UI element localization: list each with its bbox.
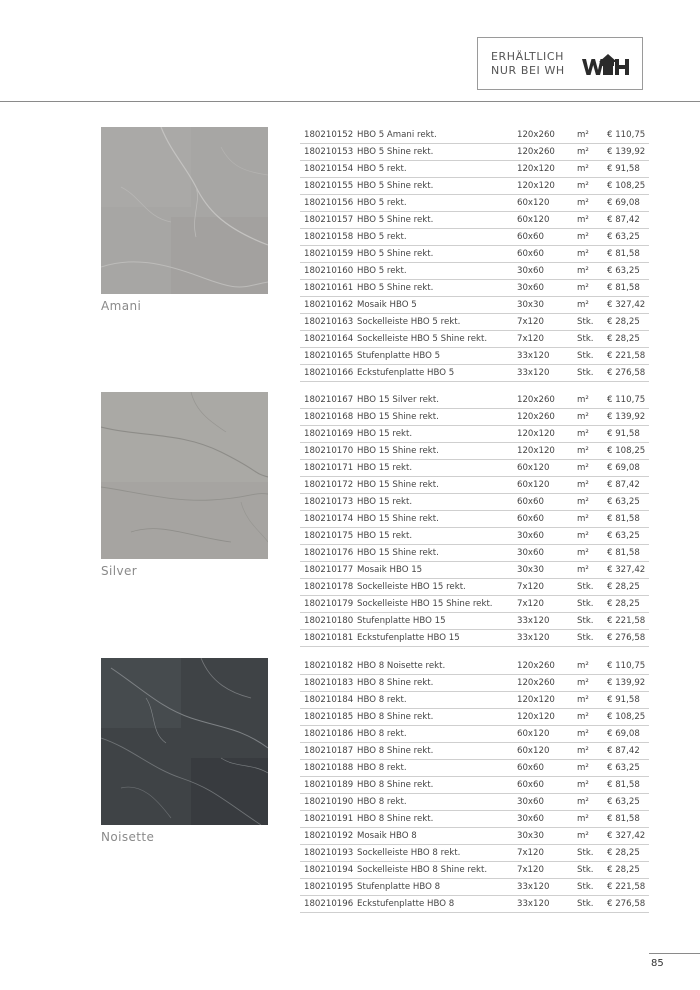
tile-size: 120x120 bbox=[517, 446, 555, 456]
article-number: 180210179 bbox=[304, 599, 354, 609]
tile-size: 60x120 bbox=[517, 198, 550, 208]
product-description: HBO 5 Shine rekt. bbox=[357, 249, 434, 259]
article-number: 180210181 bbox=[304, 633, 354, 643]
tile-size: 7x120 bbox=[517, 865, 544, 875]
tile-size: 60x60 bbox=[517, 763, 544, 773]
unit: m² bbox=[577, 130, 589, 140]
price: € 28,25 bbox=[607, 865, 640, 875]
price: € 63,25 bbox=[607, 232, 640, 242]
tile-size: 60x120 bbox=[517, 463, 550, 473]
product-description: Sockelleiste HBO 5 rekt. bbox=[357, 317, 461, 327]
table-row bbox=[300, 246, 649, 263]
article-number: 180210158 bbox=[304, 232, 354, 242]
article-number: 180210177 bbox=[304, 565, 354, 575]
price: € 28,25 bbox=[607, 599, 640, 609]
wh-logo-icon bbox=[582, 53, 630, 77]
tile-size: 30x60 bbox=[517, 797, 544, 807]
tile-size: 60x120 bbox=[517, 729, 550, 739]
article-number: 180210189 bbox=[304, 780, 354, 790]
table-row bbox=[300, 896, 649, 913]
article-number: 180210186 bbox=[304, 729, 354, 739]
product-description: HBO 15 rekt. bbox=[357, 429, 413, 439]
tile-size: 120x120 bbox=[517, 695, 555, 705]
price: € 87,42 bbox=[607, 746, 640, 756]
unit: m² bbox=[577, 678, 589, 688]
article-number: 180210195 bbox=[304, 882, 354, 892]
unit: Stk. bbox=[577, 848, 594, 858]
tile-size: 60x60 bbox=[517, 514, 544, 524]
tile-size: 120x260 bbox=[517, 412, 555, 422]
unit: Stk. bbox=[577, 616, 594, 626]
product-description: Eckstufenplatte HBO 8 bbox=[357, 899, 455, 909]
article-number: 180210152 bbox=[304, 130, 354, 140]
product-description: HBO 8 Shine rekt. bbox=[357, 712, 434, 722]
unit: m² bbox=[577, 763, 589, 773]
unit: m² bbox=[577, 780, 589, 790]
tile-size: 120x120 bbox=[517, 164, 555, 174]
article-number: 180210164 bbox=[304, 334, 354, 344]
unit: m² bbox=[577, 429, 589, 439]
footer-divider bbox=[649, 953, 700, 954]
unit: m² bbox=[577, 712, 589, 722]
tile-size: 60x120 bbox=[517, 215, 550, 225]
tile-size: 30x60 bbox=[517, 548, 544, 558]
table-row bbox=[300, 828, 649, 845]
table-row bbox=[300, 579, 649, 596]
product-description: Stufenplatte HBO 5 bbox=[357, 351, 441, 361]
price: € 221,58 bbox=[607, 351, 646, 361]
header-divider bbox=[0, 101, 700, 102]
product-description: Sockelleiste HBO 15 Shine rekt. bbox=[357, 599, 493, 609]
article-number: 180210191 bbox=[304, 814, 354, 824]
unit: m² bbox=[577, 412, 589, 422]
price: € 87,42 bbox=[607, 480, 640, 490]
article-number: 180210171 bbox=[304, 463, 354, 473]
table-row bbox=[300, 348, 649, 365]
section-title: Amani bbox=[101, 299, 142, 313]
table-row bbox=[300, 760, 649, 777]
table-row bbox=[300, 280, 649, 297]
tile-size: 120x260 bbox=[517, 130, 555, 140]
table-row bbox=[300, 709, 649, 726]
table-row bbox=[300, 161, 649, 178]
unit: m² bbox=[577, 548, 589, 558]
table-row bbox=[300, 630, 649, 647]
brand-text bbox=[491, 50, 565, 78]
section-title: Noisette bbox=[101, 830, 155, 844]
article-number: 180210161 bbox=[304, 283, 354, 293]
unit: Stk. bbox=[577, 582, 594, 592]
unit: m² bbox=[577, 215, 589, 225]
table-row bbox=[300, 528, 649, 545]
product-description: HBO 15 Shine rekt. bbox=[357, 446, 439, 456]
unit: Stk. bbox=[577, 865, 594, 875]
tile-size: 33x120 bbox=[517, 368, 550, 378]
tile-size: 30x30 bbox=[517, 831, 544, 841]
table-row bbox=[300, 879, 649, 896]
product-description: HBO 5 rekt. bbox=[357, 164, 407, 174]
tile-size: 60x120 bbox=[517, 480, 550, 490]
price: € 139,92 bbox=[607, 412, 646, 422]
article-number: 180210168 bbox=[304, 412, 354, 422]
tile-size: 30x30 bbox=[517, 565, 544, 575]
product-description: HBO 8 Shine rekt. bbox=[357, 780, 434, 790]
tile-size: 7x120 bbox=[517, 599, 544, 609]
article-number: 180210193 bbox=[304, 848, 354, 858]
price-table bbox=[300, 658, 649, 913]
tile-size: 120x120 bbox=[517, 712, 555, 722]
unit: Stk. bbox=[577, 334, 594, 344]
tile-size: 30x60 bbox=[517, 814, 544, 824]
price: € 139,92 bbox=[607, 678, 646, 688]
price: € 108,25 bbox=[607, 181, 646, 191]
table-row bbox=[300, 726, 649, 743]
table-row bbox=[300, 477, 649, 494]
product-description: Eckstufenplatte HBO 15 bbox=[357, 633, 460, 643]
unit: m² bbox=[577, 695, 589, 705]
unit: Stk. bbox=[577, 882, 594, 892]
tile-size: 33x120 bbox=[517, 633, 550, 643]
price: € 108,25 bbox=[607, 712, 646, 722]
article-number: 180210188 bbox=[304, 763, 354, 773]
product-description: HBO 8 rekt. bbox=[357, 695, 407, 705]
price: € 91,58 bbox=[607, 164, 640, 174]
table-row bbox=[300, 545, 649, 562]
tile-size: 30x60 bbox=[517, 266, 544, 276]
price: € 28,25 bbox=[607, 848, 640, 858]
unit: m² bbox=[577, 746, 589, 756]
article-number: 180210160 bbox=[304, 266, 354, 276]
tile-size: 33x120 bbox=[517, 882, 550, 892]
unit: m² bbox=[577, 463, 589, 473]
article-number: 180210176 bbox=[304, 548, 354, 558]
price: € 87,42 bbox=[607, 215, 640, 225]
unit: m² bbox=[577, 814, 589, 824]
price: € 139,92 bbox=[607, 147, 646, 157]
product-description: Sockelleiste HBO 5 Shine rekt. bbox=[357, 334, 488, 344]
page-number: 85 bbox=[651, 958, 664, 969]
price: € 110,75 bbox=[607, 661, 646, 671]
article-number: 180210169 bbox=[304, 429, 354, 439]
table-row bbox=[300, 675, 649, 692]
table-row bbox=[300, 426, 649, 443]
price: € 91,58 bbox=[607, 429, 640, 439]
product-description: HBO 5 Shine rekt. bbox=[357, 147, 434, 157]
product-description: Mosaik HBO 5 bbox=[357, 300, 417, 310]
article-number: 180210159 bbox=[304, 249, 354, 259]
tile-size: 60x60 bbox=[517, 232, 544, 242]
table-row bbox=[300, 511, 649, 528]
product-description: Mosaik HBO 8 bbox=[357, 831, 417, 841]
article-number: 180210154 bbox=[304, 164, 354, 174]
section-title: Silver bbox=[101, 564, 138, 578]
article-number: 180210192 bbox=[304, 831, 354, 841]
brand-line-2: NUR BEI WH bbox=[491, 64, 565, 77]
price: € 81,58 bbox=[607, 249, 640, 259]
product-description: HBO 15 rekt. bbox=[357, 531, 413, 541]
article-number: 180210165 bbox=[304, 351, 354, 361]
product-description: HBO 5 Shine rekt. bbox=[357, 283, 434, 293]
product-description: HBO 8 rekt. bbox=[357, 729, 407, 739]
table-row bbox=[300, 692, 649, 709]
unit: m² bbox=[577, 729, 589, 739]
price: € 91,58 bbox=[607, 695, 640, 705]
unit: m² bbox=[577, 497, 589, 507]
table-row bbox=[300, 658, 649, 675]
product-description: HBO 8 rekt. bbox=[357, 797, 407, 807]
table-row bbox=[300, 443, 649, 460]
product-description: HBO 8 Shine rekt. bbox=[357, 814, 434, 824]
table-row bbox=[300, 127, 649, 144]
tile-size: 30x60 bbox=[517, 283, 544, 293]
tile-size: 7x120 bbox=[517, 582, 544, 592]
table-row bbox=[300, 794, 649, 811]
unit: m² bbox=[577, 395, 589, 405]
price: € 28,25 bbox=[607, 582, 640, 592]
unit: Stk. bbox=[577, 368, 594, 378]
price: € 28,25 bbox=[607, 317, 640, 327]
brand-line-1: ERHÄLTLICH bbox=[491, 50, 565, 63]
tile-size: 30x30 bbox=[517, 300, 544, 310]
unit: m² bbox=[577, 565, 589, 575]
product-description: Sockelleiste HBO 8 Shine rekt. bbox=[357, 865, 488, 875]
article-number: 180210182 bbox=[304, 661, 354, 671]
table-row bbox=[300, 195, 649, 212]
price: € 63,25 bbox=[607, 531, 640, 541]
price: € 63,25 bbox=[607, 497, 640, 507]
article-number: 180210183 bbox=[304, 678, 354, 688]
tile-swatch-noisette bbox=[101, 658, 268, 825]
unit: m² bbox=[577, 661, 589, 671]
tile-size: 7x120 bbox=[517, 317, 544, 327]
table-row bbox=[300, 314, 649, 331]
unit: m² bbox=[577, 198, 589, 208]
product-description: HBO 15 rekt. bbox=[357, 463, 413, 473]
price: € 81,58 bbox=[607, 283, 640, 293]
price: € 108,25 bbox=[607, 446, 646, 456]
table-row bbox=[300, 862, 649, 879]
product-description: HBO 5 rekt. bbox=[357, 198, 407, 208]
price: € 69,08 bbox=[607, 198, 640, 208]
product-description: Stufenplatte HBO 8 bbox=[357, 882, 441, 892]
tile-swatch-silver bbox=[101, 392, 268, 559]
unit: m² bbox=[577, 480, 589, 490]
price: € 110,75 bbox=[607, 395, 646, 405]
product-description: HBO 8 Shine rekt. bbox=[357, 678, 434, 688]
tile-size: 33x120 bbox=[517, 616, 550, 626]
product-description: HBO 15 Shine rekt. bbox=[357, 412, 439, 422]
product-description: HBO 15 rekt. bbox=[357, 497, 413, 507]
article-number: 180210156 bbox=[304, 198, 354, 208]
article-number: 180210153 bbox=[304, 147, 354, 157]
article-number: 180210184 bbox=[304, 695, 354, 705]
table-row bbox=[300, 460, 649, 477]
tile-size: 120x120 bbox=[517, 429, 555, 439]
product-description: HBO 5 Amani rekt. bbox=[357, 130, 437, 140]
article-number: 180210173 bbox=[304, 497, 354, 507]
product-description: HBO 5 Shine rekt. bbox=[357, 181, 434, 191]
product-description: Sockelleiste HBO 8 rekt. bbox=[357, 848, 461, 858]
tile-size: 120x260 bbox=[517, 395, 555, 405]
unit: Stk. bbox=[577, 599, 594, 609]
table-row bbox=[300, 229, 649, 246]
product-description: HBO 15 Shine rekt. bbox=[357, 548, 439, 558]
article-number: 180210175 bbox=[304, 531, 354, 541]
product-description: Eckstufenplatte HBO 5 bbox=[357, 368, 455, 378]
table-row bbox=[300, 297, 649, 314]
unit: m² bbox=[577, 181, 589, 191]
tile-size: 60x60 bbox=[517, 249, 544, 259]
table-row bbox=[300, 144, 649, 161]
product-description: Mosaik HBO 15 bbox=[357, 565, 423, 575]
price: € 276,58 bbox=[607, 899, 646, 909]
unit: m² bbox=[577, 249, 589, 259]
article-number: 180210172 bbox=[304, 480, 354, 490]
price: € 327,42 bbox=[607, 300, 646, 310]
brand-box bbox=[477, 37, 643, 90]
tile-swatch-amani bbox=[101, 127, 268, 294]
tile-size: 120x120 bbox=[517, 181, 555, 191]
unit: Stk. bbox=[577, 317, 594, 327]
tile-size: 33x120 bbox=[517, 899, 550, 909]
price: € 81,58 bbox=[607, 780, 640, 790]
unit: m² bbox=[577, 300, 589, 310]
product-description: Stufenplatte HBO 15 bbox=[357, 616, 446, 626]
unit: Stk. bbox=[577, 899, 594, 909]
table-row bbox=[300, 845, 649, 862]
article-number: 180210196 bbox=[304, 899, 354, 909]
price-table bbox=[300, 392, 649, 647]
price: € 63,25 bbox=[607, 266, 640, 276]
product-description: HBO 5 rekt. bbox=[357, 266, 407, 276]
tile-size: 120x260 bbox=[517, 147, 555, 157]
product-description: HBO 8 rekt. bbox=[357, 763, 407, 773]
price: € 81,58 bbox=[607, 814, 640, 824]
unit: m² bbox=[577, 514, 589, 524]
article-number: 180210194 bbox=[304, 865, 354, 875]
article-number: 180210178 bbox=[304, 582, 354, 592]
table-row bbox=[300, 777, 649, 794]
price: € 63,25 bbox=[607, 763, 640, 773]
table-row bbox=[300, 212, 649, 229]
unit: Stk. bbox=[577, 633, 594, 643]
tile-size: 60x60 bbox=[517, 497, 544, 507]
price: € 327,42 bbox=[607, 831, 646, 841]
unit: m² bbox=[577, 797, 589, 807]
price: € 110,75 bbox=[607, 130, 646, 140]
tile-size: 30x60 bbox=[517, 531, 544, 541]
price: € 69,08 bbox=[607, 463, 640, 473]
tile-size: 7x120 bbox=[517, 334, 544, 344]
table-row bbox=[300, 392, 649, 409]
article-number: 180210162 bbox=[304, 300, 354, 310]
tile-size: 120x260 bbox=[517, 661, 555, 671]
table-row bbox=[300, 494, 649, 511]
price: € 276,58 bbox=[607, 633, 646, 643]
article-number: 180210166 bbox=[304, 368, 354, 378]
tile-size: 33x120 bbox=[517, 351, 550, 361]
product-description: HBO 8 Shine rekt. bbox=[357, 746, 434, 756]
price: € 81,58 bbox=[607, 548, 640, 558]
price: € 276,58 bbox=[607, 368, 646, 378]
article-number: 180210187 bbox=[304, 746, 354, 756]
tile-size: 60x120 bbox=[517, 746, 550, 756]
price: € 327,42 bbox=[607, 565, 646, 575]
product-description: HBO 15 Shine rekt. bbox=[357, 480, 439, 490]
price: € 28,25 bbox=[607, 334, 640, 344]
table-row bbox=[300, 331, 649, 348]
table-row bbox=[300, 743, 649, 760]
article-number: 180210190 bbox=[304, 797, 354, 807]
price-table bbox=[300, 127, 649, 382]
table-row bbox=[300, 409, 649, 426]
table-row bbox=[300, 178, 649, 195]
unit: m² bbox=[577, 531, 589, 541]
tile-size: 7x120 bbox=[517, 848, 544, 858]
unit: m² bbox=[577, 266, 589, 276]
unit: m² bbox=[577, 283, 589, 293]
article-number: 180210180 bbox=[304, 616, 354, 626]
table-row bbox=[300, 263, 649, 280]
unit: m² bbox=[577, 232, 589, 242]
article-number: 180210185 bbox=[304, 712, 354, 722]
table-row bbox=[300, 613, 649, 630]
table-row bbox=[300, 365, 649, 382]
unit: Stk. bbox=[577, 351, 594, 361]
price: € 63,25 bbox=[607, 797, 640, 807]
price: € 221,58 bbox=[607, 616, 646, 626]
price: € 69,08 bbox=[607, 729, 640, 739]
product-description: HBO 15 Shine rekt. bbox=[357, 514, 439, 524]
unit: m² bbox=[577, 164, 589, 174]
article-number: 180210170 bbox=[304, 446, 354, 456]
article-number: 180210155 bbox=[304, 181, 354, 191]
tile-size: 120x260 bbox=[517, 678, 555, 688]
unit: m² bbox=[577, 446, 589, 456]
product-description: HBO 8 Noisette rekt. bbox=[357, 661, 446, 671]
article-number: 180210157 bbox=[304, 215, 354, 225]
price: € 221,58 bbox=[607, 882, 646, 892]
product-description: HBO 5 Shine rekt. bbox=[357, 215, 434, 225]
table-row bbox=[300, 562, 649, 579]
unit: m² bbox=[577, 831, 589, 841]
article-number: 180210163 bbox=[304, 317, 354, 327]
price: € 81,58 bbox=[607, 514, 640, 524]
table-row bbox=[300, 596, 649, 613]
table-row bbox=[300, 811, 649, 828]
product-description: Sockelleiste HBO 15 rekt. bbox=[357, 582, 466, 592]
product-description: HBO 15 Silver rekt. bbox=[357, 395, 439, 405]
article-number: 180210174 bbox=[304, 514, 354, 524]
article-number: 180210167 bbox=[304, 395, 354, 405]
tile-size: 60x60 bbox=[517, 780, 544, 790]
product-description: HBO 5 rekt. bbox=[357, 232, 407, 242]
unit: m² bbox=[577, 147, 589, 157]
